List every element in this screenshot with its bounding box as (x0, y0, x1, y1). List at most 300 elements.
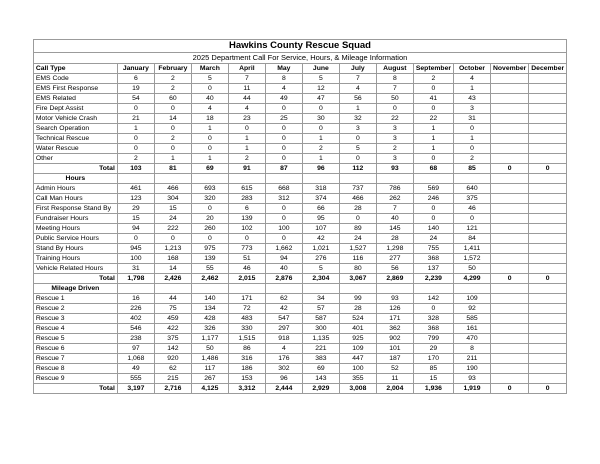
table-row-rescue-4 (33, 324, 566, 334)
value-cell: 121 (454, 224, 491, 234)
value-cell: 29 (413, 344, 453, 354)
month-header-may: May (265, 64, 302, 74)
value-cell: 30 (302, 114, 339, 124)
value-cell: 355 (339, 374, 376, 384)
row-label: Rescue 9 (33, 374, 117, 384)
value-cell: 0 (529, 164, 567, 174)
month-header-july: July (339, 64, 376, 74)
value-cell (529, 314, 567, 324)
value-cell: 2,239 (413, 274, 453, 284)
value-cell: 302 (265, 364, 302, 374)
value-cell: 0 (302, 104, 339, 114)
value-cell: 1 (228, 134, 265, 144)
value-cell: 466 (339, 194, 376, 204)
value-cell: 211 (454, 354, 491, 364)
empty-cell (117, 284, 154, 294)
value-cell: 2,876 (265, 274, 302, 284)
value-cell (529, 364, 567, 374)
value-cell: 32 (339, 114, 376, 124)
month-header-february: February (154, 64, 191, 74)
row-label: Motor Vehicle Crash (33, 114, 117, 124)
value-cell: 402 (117, 314, 154, 324)
value-cell: 2 (413, 74, 453, 84)
value-cell: 100 (265, 224, 302, 234)
value-cell: 94 (265, 254, 302, 264)
value-cell: 1,527 (339, 244, 376, 254)
value-cell (529, 184, 567, 194)
total-row (33, 274, 566, 284)
value-cell: 101 (376, 344, 413, 354)
value-cell: 161 (454, 324, 491, 334)
value-cell: 316 (228, 354, 265, 364)
value-cell: 1,068 (117, 354, 154, 364)
value-cell (529, 264, 567, 274)
value-cell: 44 (154, 294, 191, 304)
value-cell: 362 (376, 324, 413, 334)
value-cell: 126 (376, 304, 413, 314)
value-cell: 7 (228, 74, 265, 84)
row-label: First Response Stand By (33, 204, 117, 214)
row-label: Search Operation (33, 124, 117, 134)
value-cell: 7 (376, 204, 413, 214)
value-cell: 94 (117, 224, 154, 234)
table-row-training-hours (33, 254, 566, 264)
value-cell: 44 (228, 94, 265, 104)
value-cell (529, 354, 567, 364)
value-cell: 920 (154, 354, 191, 364)
value-cell: 1 (302, 154, 339, 164)
empty-cell (117, 174, 154, 184)
value-cell: 2 (302, 144, 339, 154)
value-cell: 925 (339, 334, 376, 344)
value-cell: 8 (265, 74, 302, 84)
row-label: Stand By Hours (33, 244, 117, 254)
value-cell: 0 (154, 234, 191, 244)
value-cell: 0 (529, 274, 567, 284)
value-cell: 23 (228, 114, 265, 124)
value-cell: 383 (302, 354, 339, 364)
value-cell: 0 (376, 104, 413, 114)
value-cell: 3 (376, 154, 413, 164)
value-cell: 0 (191, 234, 228, 244)
value-cell: 87 (265, 164, 302, 174)
value-cell: 3 (339, 124, 376, 134)
value-cell: 117 (191, 364, 228, 374)
value-cell: 5 (302, 264, 339, 274)
value-cell: 215 (154, 374, 191, 384)
value-cell (529, 154, 567, 164)
value-cell: 2 (376, 144, 413, 154)
table-row-rescue-6 (33, 344, 566, 354)
empty-cell (228, 174, 265, 184)
value-cell: 93 (454, 374, 491, 384)
value-cell: 2 (154, 84, 191, 94)
table-row-rescue-7 (33, 354, 566, 364)
row-label: Rescue 1 (33, 294, 117, 304)
month-header-april: April (228, 64, 265, 74)
value-cell: 1 (454, 134, 491, 144)
value-cell: 4 (454, 74, 491, 84)
value-cell: 176 (265, 354, 302, 364)
value-cell: 587 (302, 314, 339, 324)
table-row-vehicle-related-hours (33, 264, 566, 274)
value-cell (491, 344, 529, 354)
value-cell: 1 (191, 124, 228, 134)
value-cell: 902 (376, 334, 413, 344)
value-cell: 4 (228, 104, 265, 114)
value-cell: 100 (339, 364, 376, 374)
empty-cell (454, 284, 491, 294)
value-cell: 96 (265, 374, 302, 384)
value-cell: 92 (454, 304, 491, 314)
value-cell: 1,021 (302, 244, 339, 254)
table-row-ems-first-response (33, 84, 566, 94)
value-cell: 0 (191, 144, 228, 154)
value-cell: 328 (413, 314, 453, 324)
value-cell: 555 (117, 374, 154, 384)
value-cell: 28 (376, 234, 413, 244)
table-row-first-response-stand-by (33, 204, 566, 214)
value-cell: 25 (265, 114, 302, 124)
month-header-august: August (376, 64, 413, 74)
value-cell (491, 114, 529, 124)
value-cell (529, 74, 567, 84)
value-cell (491, 314, 529, 324)
month-header-january: January (117, 64, 154, 74)
value-cell: 69 (302, 364, 339, 374)
row-label: Vehicle Related Hours (33, 264, 117, 274)
table-row-water-rescue (33, 144, 566, 154)
value-cell: 0 (191, 84, 228, 94)
value-cell: 50 (454, 264, 491, 274)
row-label: Rescue 4 (33, 324, 117, 334)
value-cell: 585 (454, 314, 491, 324)
value-cell: 461 (117, 184, 154, 194)
empty-cell (339, 284, 376, 294)
value-cell: 1,177 (191, 334, 228, 344)
empty-cell (413, 284, 453, 294)
value-cell: 615 (228, 184, 265, 194)
value-cell: 4,299 (454, 274, 491, 284)
empty-cell (339, 174, 376, 184)
value-cell: 42 (302, 234, 339, 244)
table-row-meeting-hours (33, 224, 566, 234)
value-cell: 62 (265, 294, 302, 304)
value-cell: 103 (117, 164, 154, 174)
table-row-ems-related (33, 94, 566, 104)
value-cell: 277 (376, 254, 413, 264)
value-cell: 100 (117, 254, 154, 264)
value-cell (529, 224, 567, 234)
value-cell (491, 104, 529, 114)
value-cell: 75 (154, 304, 191, 314)
row-label: Rescue 5 (33, 334, 117, 344)
value-cell: 24 (154, 214, 191, 224)
value-cell: 21 (117, 114, 154, 124)
value-cell: 28 (339, 204, 376, 214)
value-cell (529, 324, 567, 334)
value-cell (529, 144, 567, 154)
value-cell: 4 (265, 344, 302, 354)
row-label: EMS Related (33, 94, 117, 104)
value-cell: 466 (154, 184, 191, 194)
value-cell: 139 (191, 254, 228, 264)
value-cell: 2,304 (302, 274, 339, 284)
value-cell: 0 (413, 204, 453, 214)
value-cell: 0 (117, 144, 154, 154)
value-cell: 0 (454, 144, 491, 154)
value-cell: 1,798 (117, 274, 154, 284)
value-cell: 799 (413, 334, 453, 344)
value-cell: 2,444 (265, 384, 302, 394)
value-cell: 56 (339, 94, 376, 104)
month-header-november: November (491, 64, 529, 74)
value-cell: 85 (454, 164, 491, 174)
value-cell: 0 (491, 164, 529, 174)
value-cell: 29 (117, 204, 154, 214)
table-row-ems-code (33, 74, 566, 84)
value-cell: 0 (154, 144, 191, 154)
value-cell: 0 (339, 214, 376, 224)
total-row (33, 164, 566, 174)
value-cell (491, 364, 529, 374)
value-cell: 276 (302, 254, 339, 264)
value-cell: 95 (302, 214, 339, 224)
table-row-rescue-5 (33, 334, 566, 344)
value-cell (491, 154, 529, 164)
value-cell (529, 194, 567, 204)
value-cell: 187 (376, 354, 413, 364)
value-cell: 47 (302, 94, 339, 104)
value-cell (491, 374, 529, 384)
value-cell: 1,135 (302, 334, 339, 344)
value-cell: 24 (339, 234, 376, 244)
value-cell (491, 304, 529, 314)
value-cell (529, 204, 567, 214)
value-cell: 18 (191, 114, 228, 124)
value-cell: 0 (265, 134, 302, 144)
empty-cell (454, 174, 491, 184)
section-header-hours: Hours (33, 174, 117, 184)
value-cell (529, 244, 567, 254)
value-cell: 49 (117, 364, 154, 374)
value-cell: 3,312 (228, 384, 265, 394)
value-cell: 368 (413, 324, 453, 334)
value-cell: 109 (454, 294, 491, 304)
value-cell: 1,919 (454, 384, 491, 394)
value-cell: 297 (265, 324, 302, 334)
value-cell: 31 (454, 114, 491, 124)
rescue-squad-report-table (33, 39, 567, 394)
value-cell: 0 (454, 124, 491, 134)
value-cell: 22 (413, 114, 453, 124)
value-cell: 0 (117, 104, 154, 114)
value-cell (529, 134, 567, 144)
value-cell: 5 (191, 74, 228, 84)
month-header-june: June (302, 64, 339, 74)
empty-cell (376, 174, 413, 184)
empty-cell (413, 174, 453, 184)
value-cell: 668 (265, 184, 302, 194)
empty-cell (302, 174, 339, 184)
row-label: Rescue 6 (33, 344, 117, 354)
value-cell: 56 (376, 264, 413, 274)
value-cell: 640 (454, 184, 491, 194)
table-row-motor-vehicle-crash (33, 114, 566, 124)
value-cell: 4,125 (191, 384, 228, 394)
value-cell: 483 (228, 314, 265, 324)
value-cell: 326 (191, 324, 228, 334)
value-cell: 43 (454, 94, 491, 104)
value-cell: 20 (191, 214, 228, 224)
value-cell (529, 234, 567, 244)
month-header-september: September (413, 64, 453, 74)
value-cell: 51 (228, 254, 265, 264)
value-cell: 428 (191, 314, 228, 324)
empty-cell (491, 284, 529, 294)
value-cell: 102 (228, 224, 265, 234)
value-cell: 0 (339, 154, 376, 164)
value-cell: 1 (413, 144, 453, 154)
value-cell: 283 (228, 194, 265, 204)
value-cell: 0 (302, 124, 339, 134)
value-cell: 31 (117, 264, 154, 274)
value-cell: 123 (117, 194, 154, 204)
empty-cell (191, 174, 228, 184)
value-cell: 238 (117, 334, 154, 344)
value-cell (529, 334, 567, 344)
value-cell: 93 (376, 294, 413, 304)
value-cell: 304 (154, 194, 191, 204)
value-cell: 320 (191, 194, 228, 204)
call-type-header: Call Type (33, 64, 117, 74)
empty-cell (154, 284, 191, 294)
value-cell: 2 (154, 74, 191, 84)
value-cell (529, 374, 567, 384)
row-label: Meeting Hours (33, 224, 117, 234)
value-cell: 2,004 (376, 384, 413, 394)
value-cell: 1,515 (228, 334, 265, 344)
value-cell: 755 (413, 244, 453, 254)
value-cell: 40 (191, 94, 228, 104)
value-cell: 3,008 (339, 384, 376, 394)
value-cell: 7 (339, 74, 376, 84)
value-cell: 11 (376, 374, 413, 384)
value-cell: 55 (191, 264, 228, 274)
value-cell: 22 (376, 114, 413, 124)
value-cell: 368 (413, 254, 453, 264)
empty-cell (154, 174, 191, 184)
value-cell: 2,716 (154, 384, 191, 394)
value-cell: 470 (454, 334, 491, 344)
value-cell (491, 324, 529, 334)
value-cell: 2 (154, 134, 191, 144)
row-label: EMS Code (33, 74, 117, 84)
value-cell: 546 (117, 324, 154, 334)
value-cell: 40 (265, 264, 302, 274)
value-cell: 46 (454, 204, 491, 214)
value-cell: 0 (117, 134, 154, 144)
value-cell: 134 (191, 304, 228, 314)
value-cell: 1 (191, 154, 228, 164)
value-cell: 14 (154, 114, 191, 124)
value-cell (491, 244, 529, 254)
month-header-december: December (529, 64, 567, 74)
title-row (33, 40, 566, 53)
value-cell: 3 (376, 124, 413, 134)
value-cell: 375 (154, 334, 191, 344)
value-cell: 0 (491, 274, 529, 284)
value-cell: 1,411 (454, 244, 491, 254)
value-cell: 773 (228, 244, 265, 254)
value-cell: 15 (413, 374, 453, 384)
value-cell: 0 (529, 384, 567, 394)
value-cell: 918 (265, 334, 302, 344)
value-cell: 2,462 (191, 274, 228, 284)
value-cell: 0 (117, 234, 154, 244)
row-label: EMS First Response (33, 84, 117, 94)
value-cell: 8 (454, 344, 491, 354)
empty-cell (302, 284, 339, 294)
value-cell: 89 (339, 224, 376, 234)
value-cell: 1 (302, 134, 339, 144)
value-cell: 186 (228, 364, 265, 374)
value-cell: 786 (376, 184, 413, 194)
value-cell: 1 (154, 154, 191, 164)
table-row-search-operation (33, 124, 566, 134)
value-cell (491, 224, 529, 234)
value-cell: 2,869 (376, 274, 413, 284)
row-label: Call Man Hours (33, 194, 117, 204)
value-cell: 19 (117, 84, 154, 94)
value-cell: 0 (154, 124, 191, 134)
value-cell: 4 (265, 84, 302, 94)
column-header-row (33, 64, 566, 74)
row-label: Rescue 7 (33, 354, 117, 364)
value-cell: 0 (413, 304, 453, 314)
value-cell: 459 (154, 314, 191, 324)
value-cell: 221 (302, 344, 339, 354)
value-cell: 4 (339, 84, 376, 94)
value-cell: 374 (302, 194, 339, 204)
value-cell (491, 264, 529, 274)
value-cell: 945 (117, 244, 154, 254)
value-cell: 0 (228, 234, 265, 244)
value-cell: 0 (265, 144, 302, 154)
value-cell: 28 (339, 304, 376, 314)
row-label: Technical Rescue (33, 134, 117, 144)
value-cell: 171 (228, 294, 265, 304)
row-label: Water Rescue (33, 144, 117, 154)
value-cell: 1,298 (376, 244, 413, 254)
value-cell: 7 (376, 84, 413, 94)
value-cell: 112 (339, 164, 376, 174)
value-cell: 0 (265, 234, 302, 244)
value-cell: 11 (228, 84, 265, 94)
value-cell: 1,936 (413, 384, 453, 394)
value-cell: 547 (265, 314, 302, 324)
value-cell: 42 (265, 304, 302, 314)
section-header-mileage-driven: Mileage Driven (33, 284, 117, 294)
page-title: Hawkins County Rescue Squad (33, 40, 566, 53)
value-cell: 3 (376, 134, 413, 144)
value-cell (491, 234, 529, 244)
value-cell: 66 (302, 204, 339, 214)
table-row-call-man-hours (33, 194, 566, 204)
value-cell: 93 (376, 164, 413, 174)
table-row-public-service-hours (33, 234, 566, 244)
value-cell: 3,197 (117, 384, 154, 394)
